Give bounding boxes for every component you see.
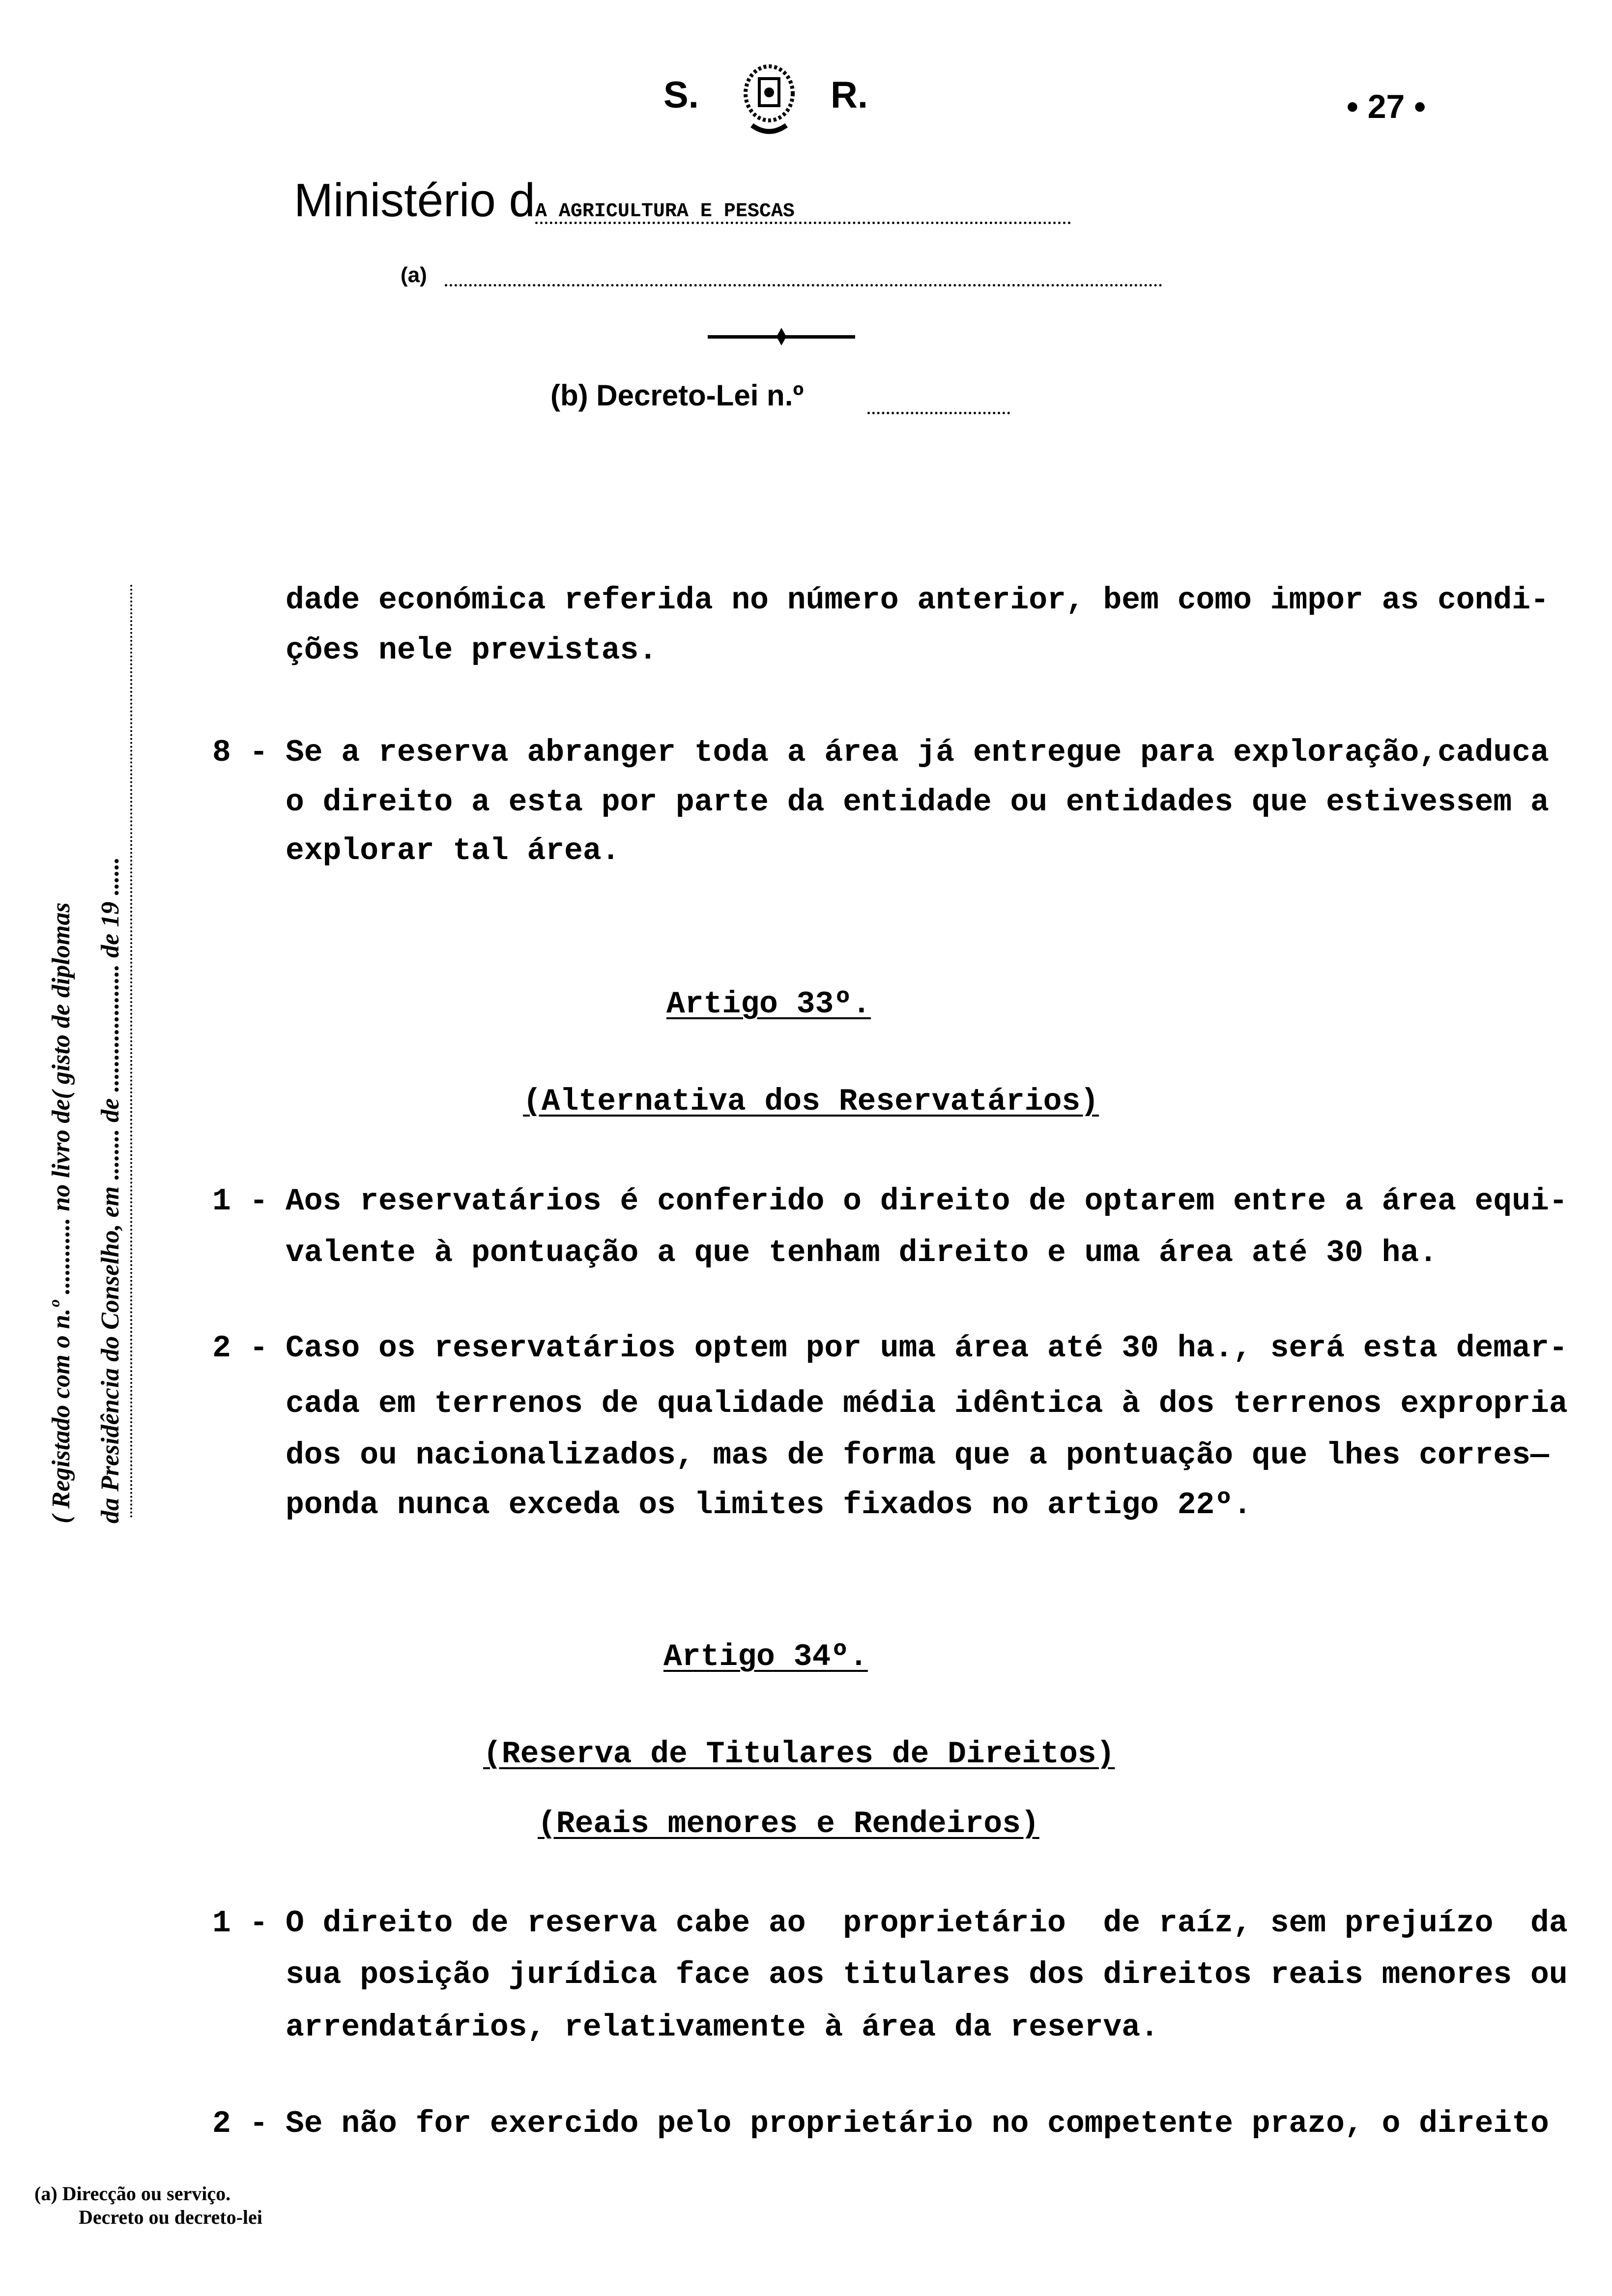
ministry-name: A AGRICULTURA E PESCAS xyxy=(535,202,1071,224)
page-number-value: 27 xyxy=(1367,88,1405,125)
margin-rule xyxy=(130,585,132,1519)
margin-registration-line2: da Presidência do Conselho, em ........ de .................... de 19 ...... xyxy=(96,857,124,1523)
paragraph-line: dos ou nacionalizados, mas de forma que a pontuação que lhes corres— xyxy=(286,1438,1549,1473)
paragraph-line: explorar tal área. xyxy=(286,833,620,868)
paragraph-line: Caso os reservatários optem por uma área até 30 ha., será esta demar- xyxy=(286,1331,1568,1366)
paragraph-line: ponda nunca exceda os limites fixados no artigo 22º. xyxy=(286,1488,1252,1522)
paragraph-line: Se não for exercido pelo proprietário no competente prazo, o direito xyxy=(286,2106,1549,2141)
article-34-subtitle: (Reserva de Titulares de Direitos) xyxy=(483,1737,1115,1772)
ornament-divider xyxy=(708,327,855,346)
margin-registration-line1: ( Registado com o n.º ............ no livro de( gisto de diplomas xyxy=(47,902,75,1523)
paragraph-line: Aos reservatários é conferido o direito de optarem entre a área equi- xyxy=(286,1184,1568,1219)
paragraph-line: O direito de reserva cabe ao proprietário de raíz, sem prejuízo da xyxy=(286,1906,1568,1941)
item-number: 1 - xyxy=(212,1906,268,1941)
item-number: 2 - xyxy=(212,2106,268,2141)
paragraph-line: arrendatários, relativamente à área da reserva. xyxy=(286,2010,1159,2045)
footnote-a: (a) Direcção ou serviço. xyxy=(34,2182,231,2205)
footnote-b: Decreto ou decreto-lei xyxy=(79,2206,262,2228)
item-number: 1 - xyxy=(212,1184,268,1219)
paragraph-line: valente à pontuação a que tenham direito e uma área até 30 ha. xyxy=(286,1235,1438,1270)
decree-label: (b) Decreto-Lei n.º xyxy=(550,379,804,412)
article-34-subtitle2: (Reais menores e Rendeiros) xyxy=(538,1807,1039,1841)
field-a-line xyxy=(445,284,1162,287)
seal-right-letter: R. xyxy=(831,74,868,116)
paragraph-line: o direito a esta por parte da entidade ou entidades que estivessem a xyxy=(286,785,1549,820)
ministry-heading xyxy=(290,165,1071,228)
article-34-title: Artigo 34º. xyxy=(663,1639,868,1674)
paragraph-line: ções nele previstas. xyxy=(286,633,658,668)
coat-of-arms-emblem xyxy=(732,59,806,138)
seal-left-letter: S. xyxy=(663,74,699,116)
paragraph-line: sua posição jurídica face aos titulares dos direitos reais menores ou xyxy=(286,1957,1568,1992)
item-number: 8 - xyxy=(212,735,268,770)
item-number: 2 - xyxy=(212,1331,268,1366)
paragraph-line: cada em terrenos de qualidade média idêntica à dos terrenos expropria xyxy=(286,1386,1568,1421)
article-33-title: Artigo 33º. xyxy=(666,987,871,1022)
ministry-prefix: Ministério d xyxy=(294,174,535,227)
article-33-subtitle: (Alternativa dos Reservatários) xyxy=(523,1084,1099,1119)
paragraph-line: Se a reserva abranger toda a área já entregue para exploração,caduca xyxy=(286,735,1549,770)
page-number: • 27 • xyxy=(1347,88,1426,125)
decree-number-line xyxy=(867,412,1010,414)
paragraph-line: dade económica referida no número anterior, bem como impor as condi- xyxy=(286,583,1549,618)
field-a-label: (a) xyxy=(401,263,427,287)
